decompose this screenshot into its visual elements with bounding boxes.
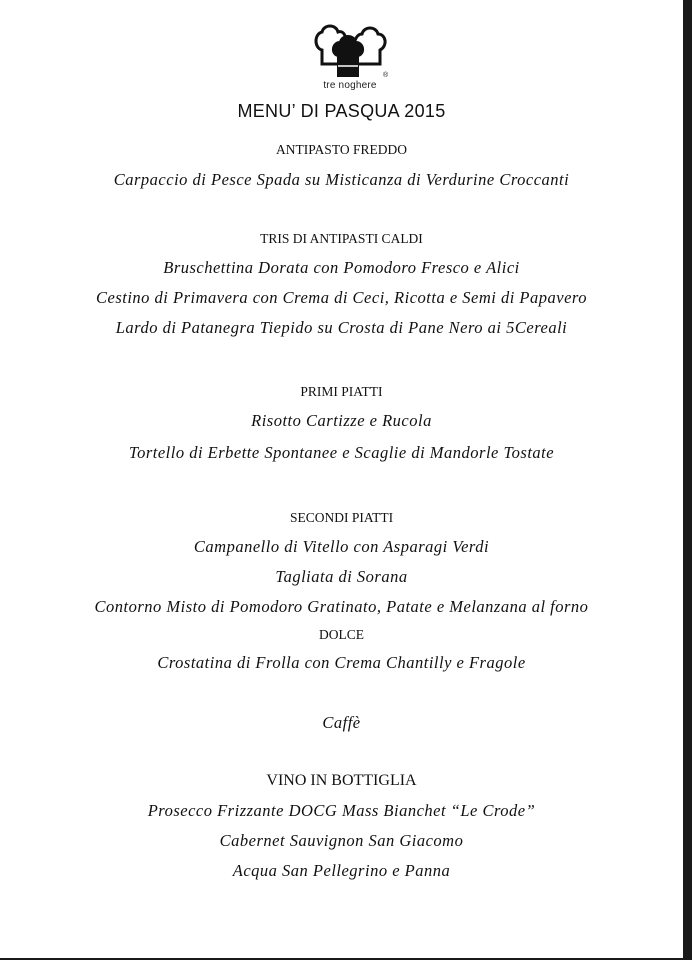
- menu-item: Prosecco Frizzante DOCG Mass Bianchet “Le Crode”: [147, 801, 536, 820]
- menu-item: Contorno Misto di Pomodoro Gratinato, Patate e Melanzana al forno: [94, 597, 589, 616]
- chef-hats-icon: [310, 20, 390, 82]
- menu-item-caffe: Caffè: [322, 713, 361, 732]
- section-heading-primi: PRIMI PIATTI: [300, 384, 383, 399]
- registered-mark: ®: [383, 72, 389, 79]
- logo: [310, 20, 390, 95]
- menu-item: Carpaccio di Pesce Spada su Misticanza di Verdurine Croccanti: [113, 170, 570, 189]
- section-heading-secondi: SECONDI PIATTI: [289, 510, 394, 525]
- menu-item: Tortello di Erbette Spontanee e Scaglie di Mandorle Tostate: [128, 443, 555, 462]
- menu-item: Acqua San Pellegrino e Panna: [232, 861, 451, 880]
- menu-item: Lardo di Patanegra Tiepido su Crosta di Pane Nero ai 5Cereali: [115, 318, 568, 337]
- menu-item: Campanello di Vitello con Asparagi Verdi: [193, 537, 490, 556]
- menu-item: Cabernet Sauvignon San Giacomo: [219, 831, 464, 850]
- section-heading-vino: VINO IN BOTTIGLIA: [266, 772, 417, 789]
- menu-item: Tagliata di Sorana: [275, 567, 408, 586]
- section-heading-caldi: TRIS DI ANTIPASTI CALDI: [260, 231, 423, 246]
- menu-item: Risotto Cartizze e Rucola: [251, 411, 432, 430]
- menu-item: Crostatina di Frolla con Crema Chantilly e Fragole: [157, 653, 526, 672]
- logo-brand-text: tre noghere: [323, 80, 377, 91]
- section-heading-antipasto: ANTIPASTO FREDDO: [276, 142, 407, 157]
- section-heading-dolce: DOLCE: [319, 627, 364, 642]
- menu-title: MENU’ DI PASQUA 2015: [237, 101, 446, 121]
- menu-item: Cestino di Primavera con Crema di Ceci, Ricotta e Semi di Papavero: [96, 288, 587, 307]
- menu-item: Bruschettina Dorata con Pomodoro Fresco e Alici: [163, 258, 520, 277]
